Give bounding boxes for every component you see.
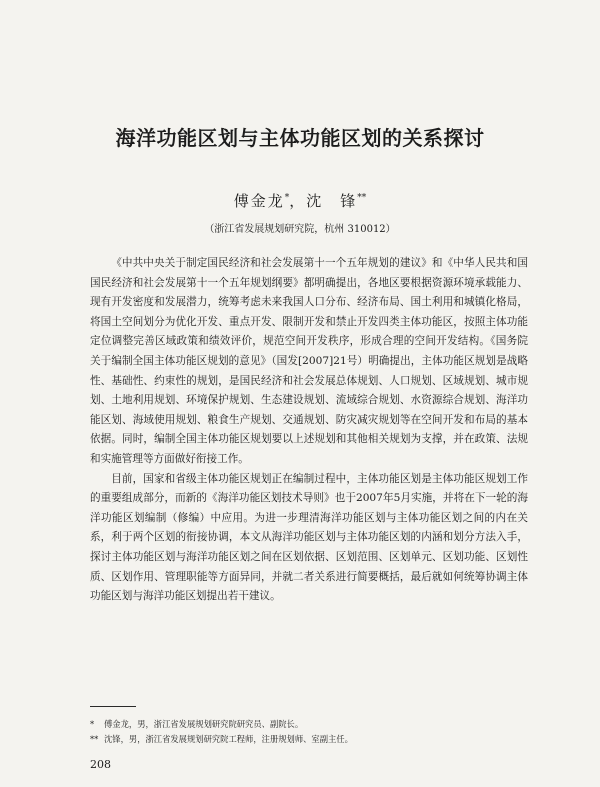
author-footnote-mark-1: * xyxy=(284,193,290,203)
body-text xyxy=(90,254,528,607)
footnote-mark-1: * xyxy=(90,719,95,729)
affiliation: （浙江省发展规划研究院，杭州 310012） xyxy=(204,224,396,235)
footnote-mark-2: ** xyxy=(90,734,99,744)
author-line xyxy=(0,190,600,211)
author-separator: ， xyxy=(289,192,307,210)
footnotes xyxy=(90,717,530,747)
footnote-text-2: 沈锋，男，浙江省发展规划研究院工程师，注册规划师、室副主任。 xyxy=(104,734,353,744)
body-paragraph-1: 《中共中央关于制定国民经济和社会发展第十一个五年规划的建议》和《中华人民共和国国民经济和社会发展第十一个五年规划纲要》都明确提出，各地区要根据资源环境承载能力、现有开发密度和发展潜力，统筹考虑未来我国人口分布、经济布局、国土利用和城镇化格局，将国土空间划分为优化开发、重点开发、限制开发和禁止开发四类主体功能区，按照主体功能定位调整完善区域政策和绩效评价，规范空间开发秩序，形成合理的空间开发结构。《国务院关于编制全国主体功能区规划的意见》（国发[2007]21号）明确提出，主体功能区规划是战略性、基础性、约束性的规划，是国民经济和社会发展总体规划、人口规划、区域规划、城市规划、土地利用规划、环境保护规划、生态建设规划、流域综合规划、水资源综合规划、海洋功能区划、海域使用规划、粮食生产规划、交通规划、防灾减灾规划等在空间开发和布局的基本依据。同时，编制全国主体功能区规划要以上述规划和其他相关规划为支撑，并在政策、法规和实施管理等方面做好衔接工作。 xyxy=(90,257,528,465)
page-number: 208 xyxy=(90,758,111,771)
author-name-1: 傅金龙 xyxy=(233,192,285,210)
footnote-1 xyxy=(90,717,530,732)
body-paragraph-2: 目前，国家和省级主体功能区规划正在编制过程中，主体功能区划是主体功能区规划工作的重要组成部分，而新的《海洋功能区划技术导则》也于2007年5月实施，并将在下一轮的海洋功能区划编制（修编）中应用。为进一步理清海洋功能区划与主体功能区划之间的内在关系，利于两个区划的衔接协调，本文从海洋功能区划与主体功能区划的内涵和划分方法入手，探讨主体功能区划与海洋功能区划之间在区划依据、区划范围、区划单元、区划功能、区划性质、区划作用、管理职能等方面异同，并就二者关系进行简要概括，最后就如何统筹协调主体功能区划与海洋功能区划提出若干建议。 xyxy=(90,472,528,603)
footnote-2 xyxy=(90,732,530,747)
author-name-2: 沈 锋 xyxy=(306,192,358,210)
author-footnote-mark-2: ** xyxy=(357,193,367,203)
footnote-divider xyxy=(90,706,136,707)
footnote-text-1: 傅金龙，男，浙江省发展规划研究院研究员、副院长。 xyxy=(104,719,304,729)
paper-title: 海洋功能区划与主体功能区划的关系探讨 xyxy=(115,126,485,150)
